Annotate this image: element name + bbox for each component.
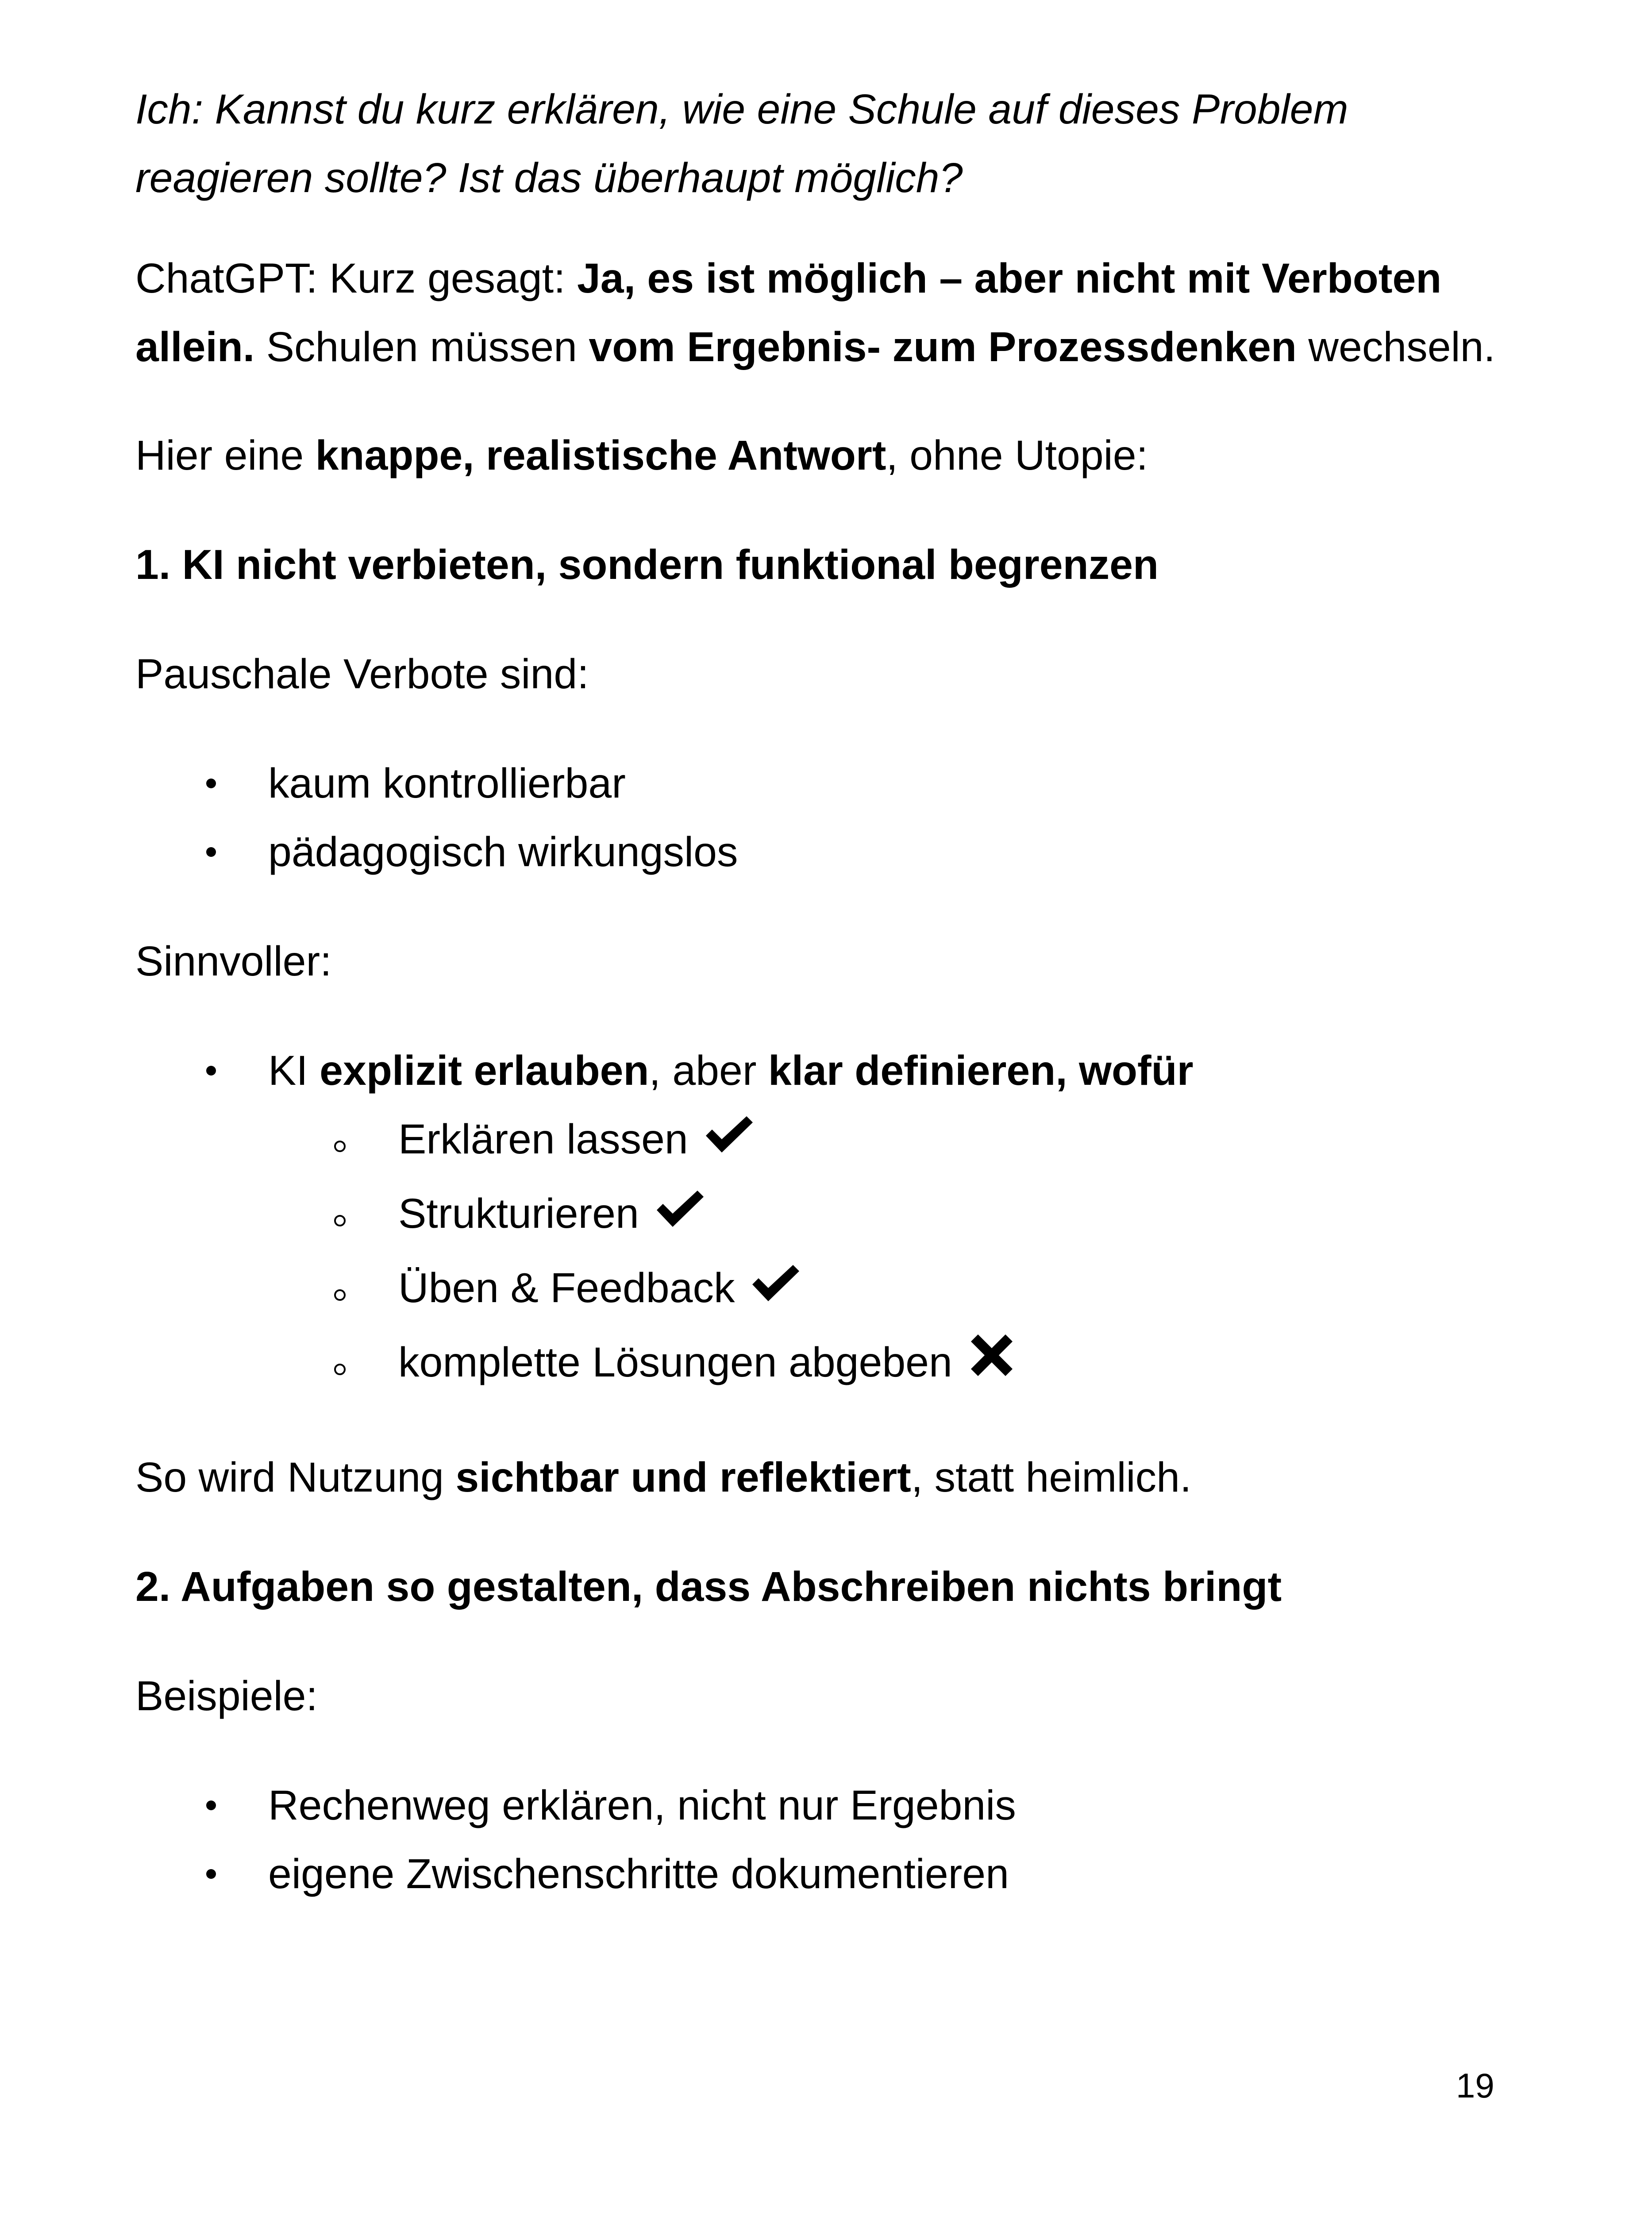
section-1-conclusion bbox=[135, 1443, 1512, 1512]
usage-part-1: KI bbox=[268, 1047, 320, 1094]
sub-list-item bbox=[133, 1180, 1512, 1254]
hollow-bullet-icon bbox=[334, 1364, 346, 1375]
list-item: Rechenweg erklären, nicht nur Ergebnis bbox=[135, 1771, 1512, 1840]
check-icon bbox=[750, 1257, 802, 1325]
sub-item-text: Strukturieren bbox=[398, 1190, 639, 1237]
sub-list-item bbox=[133, 1105, 1512, 1180]
page-number: 19 bbox=[1456, 2066, 1494, 2105]
user-question: Ich: Kannst du kurz erklären, wie eine Schule auf dieses Problem reagieren sollte? Ist das überhaupt möglich? bbox=[135, 86, 1348, 201]
summary-prefix: Hier eine bbox=[135, 432, 316, 479]
list-item: eigene Zwischenschritte dokumentieren bbox=[135, 1840, 1512, 1908]
usage-part-2: , aber bbox=[649, 1047, 768, 1094]
sub-list-item bbox=[133, 1254, 1512, 1328]
answer-bold-1: Ja, es ist möglich – aber nicht mit Verboten allein. bbox=[135, 255, 1442, 370]
hollow-bullet-icon bbox=[334, 1215, 346, 1226]
hollow-bullet-icon bbox=[334, 1289, 346, 1301]
check-icon bbox=[703, 1108, 755, 1176]
hollow-bullet-icon bbox=[334, 1141, 346, 1152]
answer-prefix: ChatGPT: Kurz gesagt: bbox=[135, 255, 577, 302]
conclusion-bold: sichtbar und reflektiert bbox=[455, 1454, 911, 1501]
better-label: Sinnvoller: bbox=[135, 938, 332, 985]
chatgpt-answer bbox=[135, 244, 1512, 382]
document-page bbox=[135, 75, 1512, 1949]
answer-suffix: wechseln. bbox=[1297, 324, 1495, 370]
sub-item-text: Üben & Feedback bbox=[398, 1265, 735, 1311]
usage-bold-1: explizit erlauben bbox=[320, 1047, 649, 1094]
conclusion-prefix: So wird Nutzung bbox=[135, 1454, 456, 1501]
summary-suffix: , ohne Utopie: bbox=[886, 432, 1148, 479]
answer-mid: Schulen müssen bbox=[254, 324, 589, 370]
section-1-heading: 1. KI nicht verbieten, sondern funktional begrenzen bbox=[135, 541, 1159, 588]
summary-line bbox=[135, 421, 1512, 490]
summary-bold: knappe, realistische Antwort bbox=[315, 432, 886, 479]
section-2-heading: 2. Aufgaben so gestalten, dass Abschreiben nichts bringt bbox=[135, 1563, 1282, 1610]
list-item: kaum kontrollierbar bbox=[135, 749, 1512, 818]
list-item: pädagogisch wirkungslos bbox=[135, 818, 1512, 887]
sub-item-text: komplette Lösungen abgeben bbox=[398, 1339, 952, 1386]
usage-sub-list bbox=[0, 1105, 1512, 1403]
verbote-list bbox=[135, 749, 1512, 887]
section-1-intro: Pauschale Verbote sind: bbox=[135, 651, 589, 698]
usage-bold-2: klar definieren, wofür bbox=[768, 1047, 1194, 1094]
list-item bbox=[135, 1037, 1512, 1105]
cross-icon bbox=[967, 1331, 1016, 1400]
conclusion-suffix: , statt heimlich. bbox=[911, 1454, 1192, 1501]
sub-list-item bbox=[133, 1328, 1512, 1403]
sub-item-text: Erklären lassen bbox=[398, 1116, 688, 1163]
usage-list bbox=[135, 1037, 1512, 1105]
examples-list bbox=[135, 1771, 1512, 1908]
check-icon bbox=[654, 1182, 706, 1251]
answer-bold-2: vom Ergebnis- zum Prozessdenken bbox=[589, 324, 1297, 370]
section-2-intro: Beispiele: bbox=[135, 1673, 318, 1720]
